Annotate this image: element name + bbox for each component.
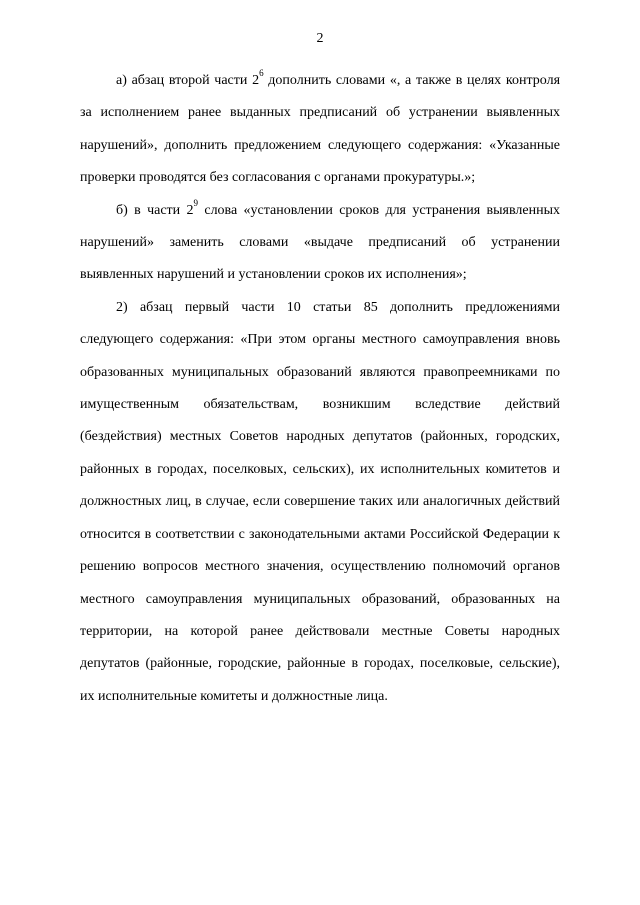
- page-number: 2: [316, 31, 324, 46]
- paragraph-b-text-end: слова «установлении сроков для устранения выявленных нарушений» заменить словами «выдаче предписаний об устранении выявленных нарушений и установлении сроков их исполнения»;: [80, 202, 561, 283]
- paragraph-b-text-start: б) в части 2: [116, 202, 194, 218]
- paragraph-2: 2) абзац первый части 10 статьи 85 дополнить предложениями следующего содержания: «При этом органы местного самоуправления вновь образованных муниципальных образований являются правопреемниками по имущественным обязательствам, возникшим вследствие действий (бездействия) местных Советов народных депутатов (районных, городских, районных в городах, поселковых, сельских), их исполнительных комитетов и должностных лиц, в случае, если совершение таких или аналогичных действий относится в соответствии с законодательными актами Российской Федерации к решению вопросов местного значения, осуществлению полномочий органов местного самоуправления муниципальных образований, образованных на территории, на которой ранее действовали местные Советы народных депутатов (районные, городские, районные в городах, поселковые, сельские), их исполнительные комитеты и должностные лица.: [80, 299, 560, 704]
- paragraph-a: [80, 65, 560, 195]
- document-body: [80, 65, 560, 713]
- paragraph-a-superscript: 6: [259, 68, 264, 79]
- paragraph-a-text-start: а) абзац второй части 2: [116, 73, 260, 88]
- paragraph-a-text-end: дополнить словами «, а также в целях контроля за исполнением ранее выданных предписаний об устранении выявленных нарушений», дополнить предложением следующего содержания: «Указанные проверки проводятся без согласования с органами прокуратуры.»;: [80, 73, 561, 186]
- paragraph-b-superscript: 9: [193, 197, 199, 208]
- paragraph-b: [80, 195, 560, 292]
